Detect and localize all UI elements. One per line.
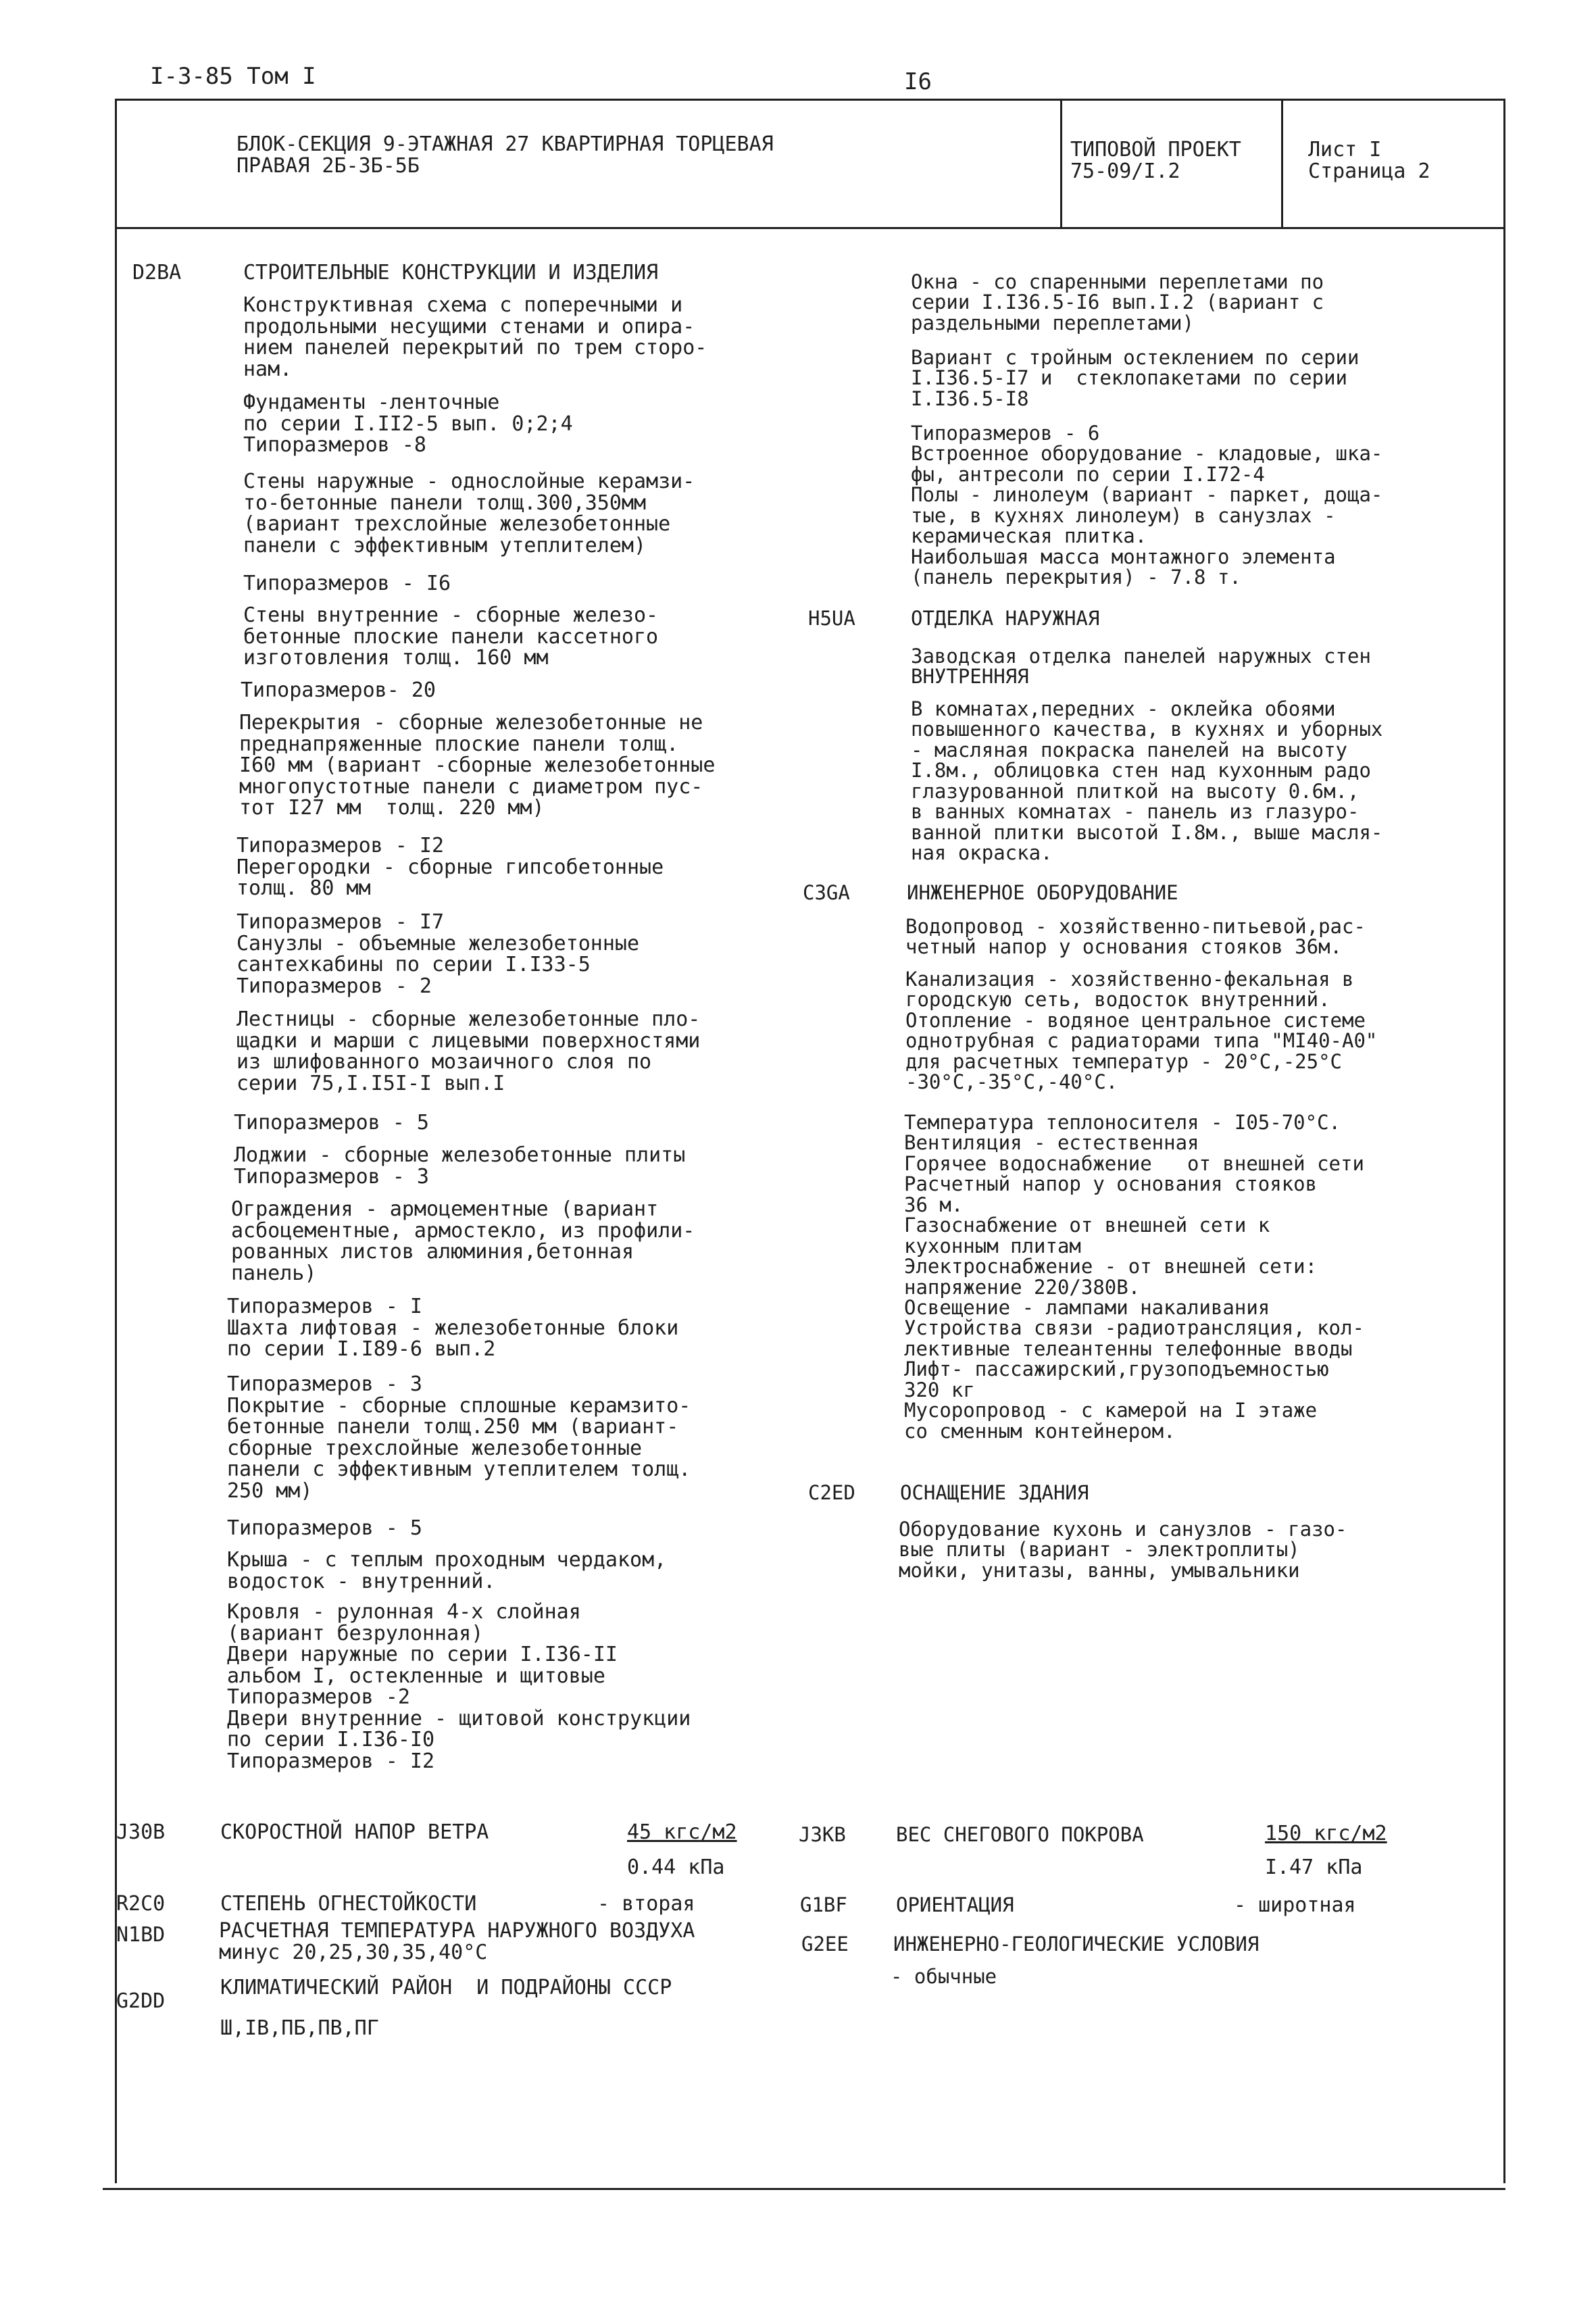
page-number: I6	[904, 68, 932, 95]
section-head-h5ua: ОТДЕЛКА НАРУЖНАЯ	[911, 607, 1100, 630]
stamp-divider-1	[1060, 99, 1062, 228]
section-code-c2ed: C2ED	[808, 1481, 855, 1504]
right-block-2: Типоразмеров - 6 Встроенное оборудование - кладовые, шка- фы, антресоли по серии I.I72-4 Полы - линолеум (вариант - паркет, доща- тые, в кухнях линолеум) в санузлах - керамическая плитка. Наибольшая масса монтажного элемента (панель перекрытия) - 7.8 т.	[911, 422, 1383, 589]
stamp-title: БЛОК-СЕКЦИЯ 9-ЭТАЖНАЯ 27 КВАРТИРНАЯ ТОРЦЕВАЯ ПРАВАЯ 2Б-3Б-5Б	[236, 132, 774, 178]
left-block-7: Перекрытия - сборные железобетонные не преднапряженные плоские панели толщ. I60 мм (вариант -сборные железобетонные многопустотные панели с диаметром пус- тот I27 мм толщ. 220 мм)	[239, 711, 716, 820]
code-r2c0: R2C0	[116, 1892, 166, 1916]
frame-left-line	[115, 99, 117, 2183]
code-j30b: J30B	[116, 1820, 166, 1844]
page-code: I-3-85 Том I	[150, 63, 316, 90]
value-climatic-region: Ш,IВ,ПБ,ПВ,ПГ	[220, 2016, 379, 2040]
value-snow-load-kpa: I.47 кПа	[1265, 1856, 1363, 1879]
code-g1bf: G1BF	[800, 1893, 847, 1916]
left-block-0: СТРОИТЕЛЬНЫЕ КОНСТРУКЦИИ И ИЗДЕЛИЯ	[243, 261, 659, 284]
c2ed-block: Оборудование кухонь и санузлов - газо- вые плиты (вариант - электроплиты) мойки, унитазы, ванны, умывальники	[899, 1518, 1347, 1582]
label-snow-load: ВЕС СНЕГОВОГО ПОКРОВА	[896, 1823, 1144, 1846]
left-block-13: Ограждения - армоцементные (вариант асбоцементные, армостекло, из профили- рованных листов алюминия,бетонная панель)	[231, 1197, 695, 1285]
section-head-c3ga: ИНЖЕНЕРНОЕ ОБОРУДОВАНИЕ	[907, 881, 1178, 904]
code-g2ee: G2EE	[801, 1933, 849, 1956]
left-block-14: Типоразмеров - I Шахта лифтовая - железобетонные блоки по серии I.I89-6 вып.2	[227, 1295, 679, 1361]
value-fire-resistance: - вторая	[597, 1892, 695, 1916]
code-j3kb: J3KB	[799, 1823, 846, 1846]
left-block-6: Типоразмеров- 20	[241, 678, 436, 702]
left-block-3: Стены наружные - однослойные керамзи- то-бетонные панели толщ.300,350мм (вариант трехслойные железобетонные панели с эффективным утеплителем)	[243, 470, 695, 557]
c3ga-block-1: Канализация - хозяйственно-фекальная в городскую сеть, водосток внутренний. Отопление - водяное центральное системе однотрубная с радиаторами типа "МI40-А0" для расчетных температур - 20°С,-25°С -30°С,-35°С,-40°С.	[905, 968, 1378, 1094]
right-block-1: Вариант с тройным остеклением по серии I.I36.5-I7 и стеклопакетами по серии I.I36.5-I8	[911, 346, 1360, 410]
left-block-11: Типоразмеров - 5	[234, 1111, 429, 1135]
h5ua-block-1: В комнатах,передних - оклейка обоями повышенного качества, в кухнях и уборных - масляная покраска панелей на высоту I.8м., облицовка стен над кухонным радо глазурованной плиткой на высоту 0.6м., в ванных комнатах - панель из глазуро- ванной плитки высотой I.8м., выше масля- ная окраска.	[911, 697, 1383, 865]
right-block-0: Окна - со спаренными переплетами по серии I.I36.5-I6 вып.I.2 (вариант с раздельными переплетами)	[911, 270, 1324, 334]
left-block-12: Лоджии - сборные железобетонные плиты Типоразмеров - 3	[234, 1143, 686, 1189]
label-fire-resistance: СТЕПЕНЬ ОГНЕСТОЙКОСТИ	[220, 1892, 477, 1916]
value-wind-pressure-kgf: 45 кгс/м2	[627, 1820, 737, 1844]
code-n1bd: N1BD	[116, 1923, 166, 1947]
value-snow-load-kgf: 150 кгс/м2	[1265, 1822, 1387, 1845]
left-block-16: Типоразмеров - 5	[227, 1516, 422, 1540]
frame-bottom-line	[103, 2188, 1505, 2190]
left-block-2: Фундаменты -ленточные по серии I.II2-5 вып. 0;2;4 Типоразмеров -8	[243, 391, 573, 457]
left-block-18: Кровля - рулонная 4-х слойная (вариант безрулонная) Двери наружные по серии I.I36-II альбом I, остекленные и щитовые Типоразмеров -2 Двери внутренние - щитовой конструкции по серии I.I36-I0 Типоразмеров - I2	[227, 1600, 691, 1773]
c3ga-block-0: Водопровод - хозяйственно-питьевой,рас- четный напор у основания стояков 36м.	[905, 915, 1366, 959]
left-block-10: Лестницы - сборные железобетонные пло- щадки и марши с лицевыми поверхностями из шлифованного мозаичного слоя по серии 75,I.I5I-I вып.I	[236, 1007, 701, 1095]
code-g2dd: G2DD	[116, 1989, 166, 2013]
left-block-15: Типоразмеров - 3 Покрытие - сборные сплошные керамзито- бетонные панели толщ.250 мм (вариант- сборные трехслойные железобетонные панели с эффективным утеплителем толщ. 250 мм)	[227, 1372, 691, 1503]
label-wind-pressure: СКОРОСТНОЙ НАПОР ВЕТРА	[220, 1820, 489, 1844]
section-code-h5ua: H5UA	[808, 607, 855, 630]
frame-right-line	[1503, 99, 1505, 2183]
label-orientation: ОРИЕНТАЦИЯ	[896, 1893, 1014, 1916]
section-code-c3ga: C3GA	[803, 881, 850, 904]
stamp-sheet: Лист I Страница 2	[1308, 138, 1430, 183]
value-wind-pressure-kpa: 0.44 кПа	[627, 1856, 725, 1879]
frame-top-line	[115, 99, 1505, 101]
label-geological-conditions: ИНЖЕНЕРНО-ГЕОЛОГИЧЕСКИЕ УСЛОВИЯ	[893, 1933, 1260, 1956]
stamp-project: ТИПОВОЙ ПРОЕКТ 75-09/I.2	[1070, 138, 1241, 183]
left-block-17: Крыша - с теплым проходным чердаком, водосток - внутренний.	[227, 1548, 667, 1593]
value-geological-conditions: - обычные	[891, 1965, 997, 1988]
label-climatic-region: КЛИМАТИЧЕСКИЙ РАЙОН И ПОДРАЙОНЫ СССР	[220, 1976, 672, 1999]
left-block-5: Стены внутренние - сборные железо- бетонные плоские панели кассетного изготовления толщ. 160 мм	[243, 603, 659, 670]
stamp-divider-2	[1281, 99, 1283, 228]
left-block-4: Типоразмеров - I6	[243, 572, 451, 595]
value-orientation: - широтная	[1234, 1893, 1356, 1917]
stamp-bottom-line	[115, 227, 1505, 229]
left-block-9: Типоразмеров - I7 Санузлы - объемные железобетонные сантехкабины по серии I.I33-5 Типоразмеров - 2	[236, 910, 640, 998]
section-head-c2ed: ОСНАЩЕНИЕ ЗДАНИЯ	[900, 1481, 1089, 1504]
label-design-temperature: РАСЧЕТНАЯ ТЕМПЕРАТУРА НАРУЖНОГО ВОЗДУХА минус 20,25,30,35,40°С	[219, 1919, 695, 1964]
h5ua-block-0: Заводская отделка панелей наружных стен ВНУТРЕННЯЯ	[911, 645, 1371, 689]
left-block-8: Типоразмеров - I2 Перегородки - сборные гипсобетонные толщ. 80 мм	[236, 834, 664, 900]
left-block-1: Конструктивная схема с поперечными и продольными несущими стенами и опира- нием панелей перекрытий по трем сторо- нам.	[243, 293, 707, 381]
section-code-d2ba: D2BA	[132, 261, 182, 284]
c3ga-block-2: Температура теплоносителя - I05-70°С. Вентиляция - естественная Горячее водоснабжение от внешней сети Расчетный напор у основания стояков 36 м. Газоснабжение от внешней сети к кухонным плитам Электроснабжение - от внешней сети: напряжение 220/380В. Освещение - лампами накаливания Устройства связи -радиотрансляция, кол- лективные телеантенны телефонные вводы Лифт- пассажирский,грузоподъемностью 320 кг Мусоропровод - с камерой на I этаже со сменным контейнером.	[904, 1111, 1364, 1443]
